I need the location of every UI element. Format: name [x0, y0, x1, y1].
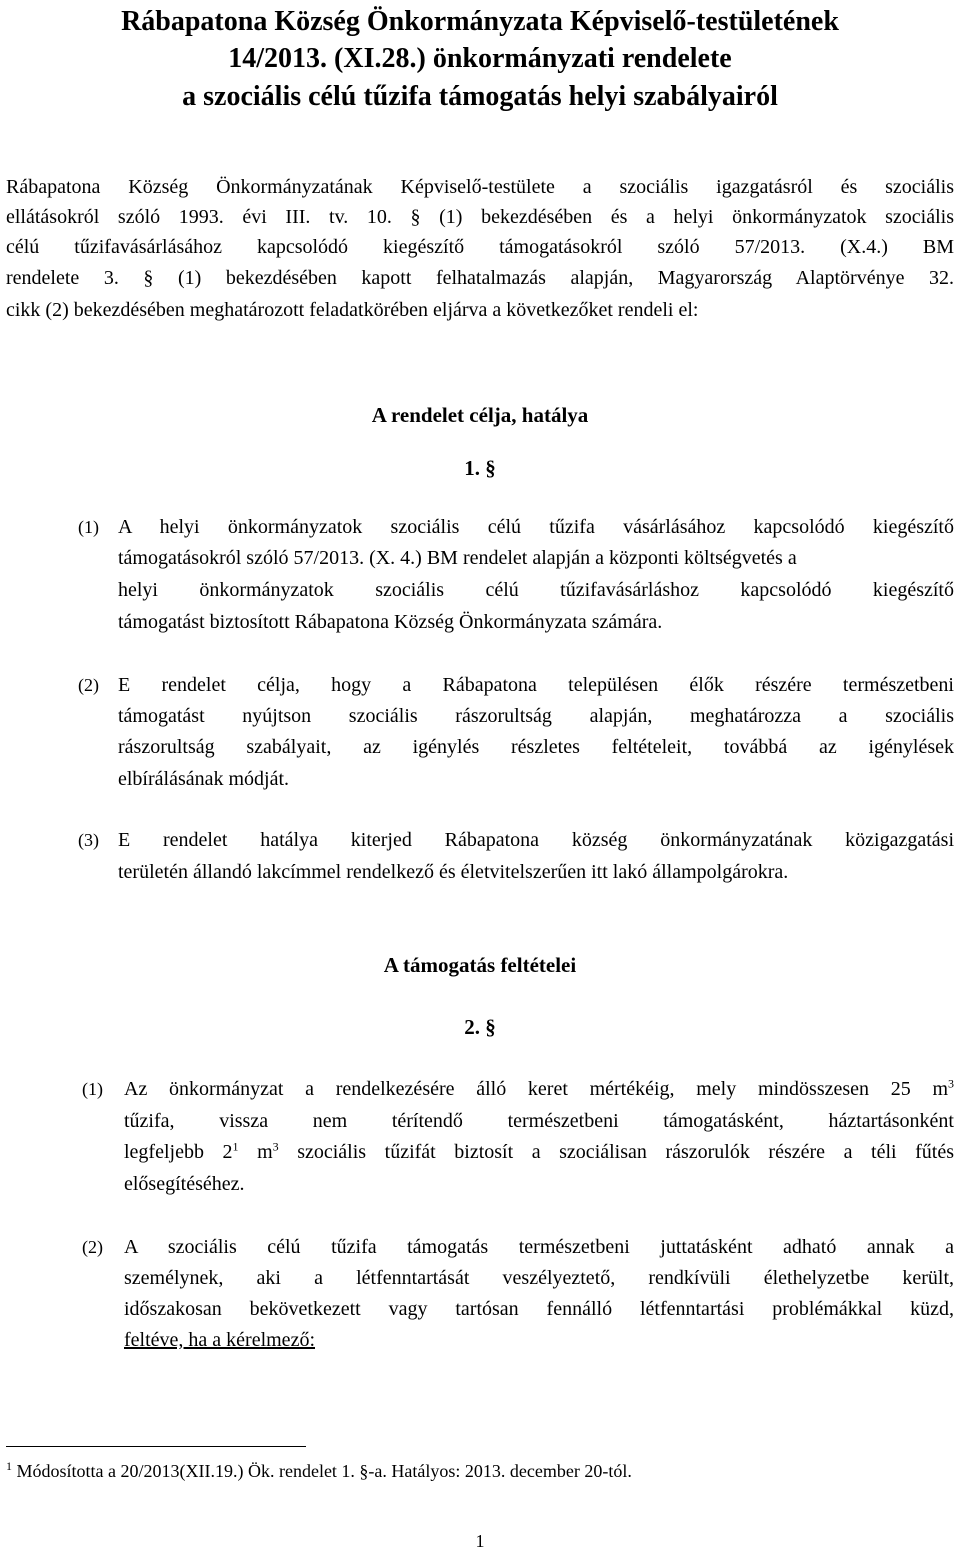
paragraph-line: legfeljebb $2^1$ $m^3$ szociális tűzifát biztosít a szociálisan rászorulók részére a téli fűtés — [124, 1139, 955, 1163]
section-number: 1. § — [464, 456, 496, 480]
page-number: 1 — [475, 1531, 485, 1551]
footnote-mark: 1 — [6, 1459, 12, 1473]
paragraph-line: támogatásokról szóló 57/2013. (X. 4.) BM rendelet alapján a központi költségvetés a — [118, 547, 797, 569]
paragraph-line: E rendelet hatálya kiterjed Rábapatona község önkormányzatának közigazgatási — [118, 829, 954, 851]
paragraph-line: elbírálásának módját. — [118, 768, 290, 790]
paragraph-line: E rendelet célja, hogy a Rábapatona településen élők részére természetbeni — [118, 674, 954, 696]
paragraph-number: (1) — [78, 517, 99, 537]
title-line-3: a szociális célú tűzifa támogatás helyi szabályairól — [182, 81, 778, 112]
paragraph-line: személynek, aki a létfenntartását veszélyeztető, rendkívüli élethelyzetbe került, — [124, 1267, 954, 1289]
paragraph-line: területén állandó lakcímmel rendelkező és életvitelszerűen itt lakó állampolgárokra. — [118, 861, 789, 883]
paragraph-line: feltéve, ha a kérelmező: — [124, 1329, 315, 1351]
footnote-text: Módosította a 20/2013(XII.19.) Ök. rendelet 1. §-a. Hatályos: 2013. december 20-tól. — [16, 1461, 632, 1481]
paragraph-line: rászorultság szabályait, az igénylés részletes feltételeit, továbbá az igénylések — [118, 736, 954, 758]
paragraph-line: támogatást biztosított Rábapatona Község Önkormányzata számára. — [118, 611, 663, 633]
paragraph-line: Az önkormányzat a rendelkezésére álló keret mértékéig, mely mindösszesen 25 $m^3$ — [124, 1076, 954, 1100]
paragraph-line: tűzifa, vissza nem térítendő természetbeni támogatásként, háztartásonként — [124, 1110, 954, 1132]
footnote — [6, 1456, 632, 1486]
superscript: 3 — [272, 1139, 279, 1154]
title-line-2: 14/2013. (XI.28.) önkormányzati rendelete — [228, 43, 732, 74]
paragraph-number: (2) — [78, 675, 99, 695]
paragraph-line: elősegítéséhez. — [124, 1173, 245, 1195]
preamble-line: célú tűzifavásárlásához kapcsolódó kiegészítő támogatásokról szóló 57/2013. (X.4.) BM — [6, 236, 954, 258]
paragraph-line: támogatást nyújtson szociális rászorultság alapján, meghatározza a szociális — [118, 705, 954, 727]
paragraph-line: helyi önkormányzatok szociális célú tűzifavásárláshoz kapcsolódó kiegészítő — [118, 579, 954, 601]
paragraph-line: A helyi önkormányzatok szociális célú tűzifa vásárlásához kapcsolódó kiegészítő — [118, 516, 954, 538]
section-number: 2. § — [464, 1015, 496, 1039]
title-line-1: Rábapatona Község Önkormányzata Képviselő-testületének — [121, 6, 839, 37]
preamble-line: cikk (2) bekezdésében meghatározott feladatkörében eljárva a következőket rendeli el: — [6, 299, 699, 321]
paragraph-number: (1) — [82, 1079, 103, 1099]
paragraph-line: A szociális célú tűzifa támogatás természetbeni juttatásként adható annak a — [124, 1236, 954, 1258]
paragraph-line: időszakosan bekövetkezett vagy tartósan fennálló létfenntartási problémákkal küzd, — [124, 1298, 954, 1320]
preamble-line: ellátásokról szóló 1993. évi III. tv. 10. § (1) bekezdésében és a helyi önkormányzatok szociális — [6, 206, 954, 228]
footnote-separator — [6, 1446, 306, 1447]
superscript: 3 — [948, 1076, 954, 1091]
section-heading: A támogatás feltételei — [383, 953, 577, 977]
preamble-line: Rábapatona Község Önkormányzatának Képviselő-testülete a szociális igazgatásról és szociális — [6, 176, 954, 198]
footnote-reference[interactable]: 1 — [232, 1139, 239, 1154]
paragraph-number: (2) — [82, 1237, 103, 1257]
paragraph-number: (3) — [78, 830, 99, 850]
section-heading: A rendelet célja, hatálya — [371, 403, 589, 427]
preamble-line: rendelete 3. § (1) bekezdésében kapott felhatalmazás alapján, Magyarország Alaptörvénye 32. — [6, 267, 954, 289]
